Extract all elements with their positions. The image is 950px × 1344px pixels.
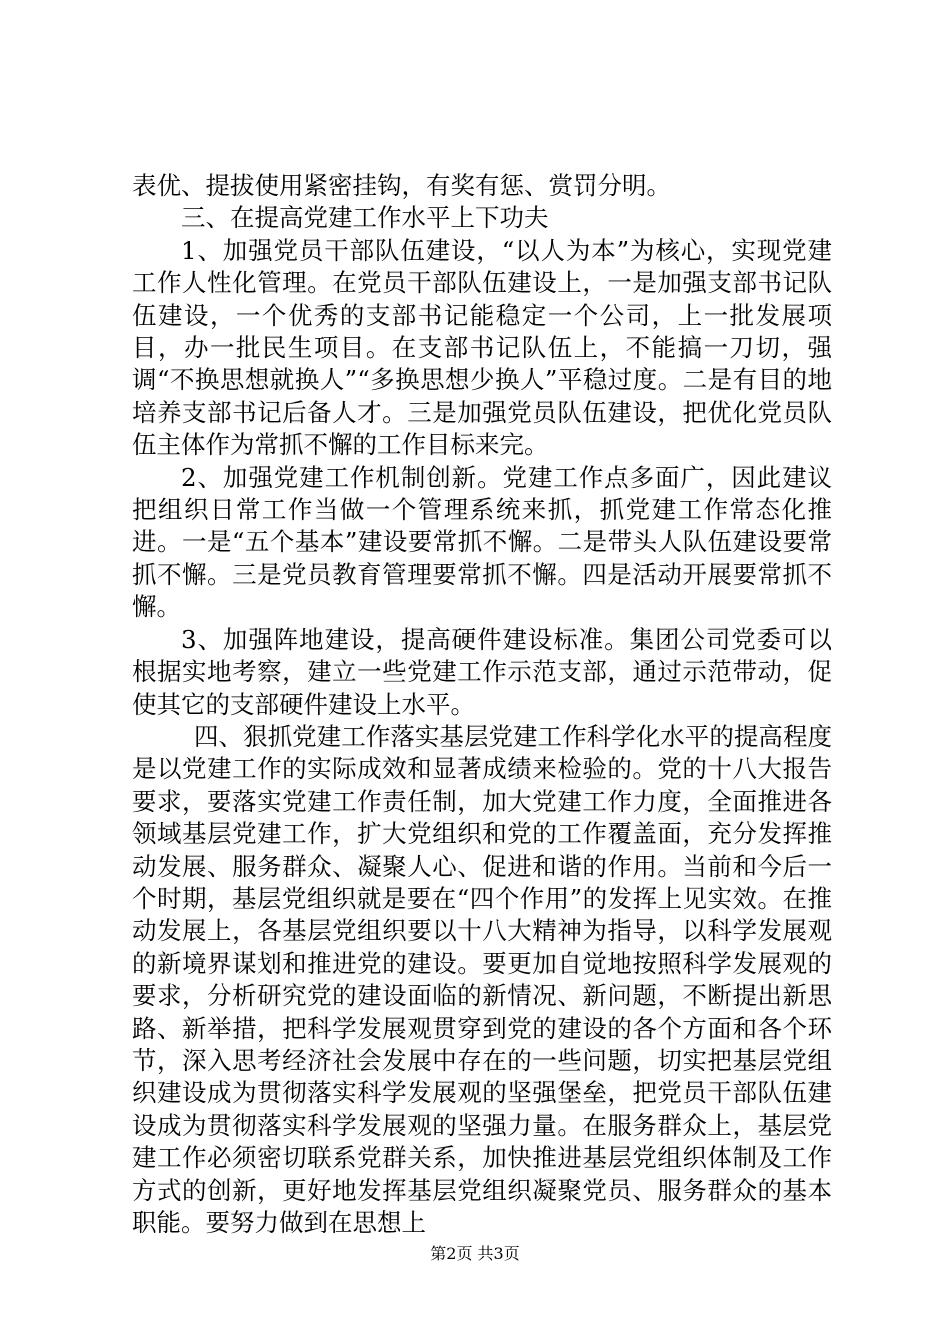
paragraph-item-3: 3、加强阵地建设，提高硬件建设标准。集团公司党委可以根据实地考察，建立一些党建工作示范支部，通过示范带动，促使其它的支部硬件建设上水平。 — [132, 624, 832, 719]
page-number: 第2页 共3页 — [430, 1244, 520, 1263]
paragraph-item-2: 2、加强党建工作机制创新。党建工作点多面广，因此建议把组织日常工作当做一个管理系统来抓，抓党建工作常态化推进。一是“五个基本”建设要常抓不懈。二是带头人队伍建设要常抓不懈。三是党员教育管理要常抓不懈。四是活动开展要常抓不懈。 — [132, 462, 832, 622]
page-footer — [0, 1244, 950, 1264]
document-body — [132, 170, 832, 1239]
section-heading-three: 三、在提高党建工作水平上下功夫 — [181, 203, 549, 233]
section-four-paragraph: 四、狠抓党建工作落实基层党建工作科学化水平的提高程度是以党建工作的实际成效和显著成绩来检验的。党的十八大报告要求，要落实党建工作责任制，加大党建工作力度，全面推进各领域基层党建工作，扩大党组织和党的工作覆盖面，充分发挥推动发展、服务群众、凝聚人心、促进和谐的作用。当前和今后一个时期，基层党组织就是要在“四个作用”的发挥上见实效。在推动发展上，各基层党组织要以十八大精神为指导，以科学发展观的新境界谋划和推进党的建设。要更加自觉地按照科学发展观的要求，分析研究党的建设面临的新情况、新问题，不断提出新思路、新举措，把科学发展观贯穿到党的建设的各个方面和各个环节，深入思考经济社会发展中存在的一些问题，切实把基层党组织建设成为贯彻落实科学发展观的坚强堡垒，把党员干部队伍建设成为贯彻落实科学发展观的坚强力量。在服务群众上，基层党建工作必须密切联系党群关系，加快推进基层党组织体制及工作方式的创新，更好地发挥基层党组织凝聚党员、服务群众的基本职能。要努力做到在思想上 — [132, 721, 832, 1237]
paragraph-item-1: 1、加强党员干部队伍建设，“以人为本”为核心，实现党建工作人性化管理。在党员干部队伍建设上，一是加强支部书记队伍建设，一个优秀的支部书记能稳定一个公司，上一批发展项目，办一批民生项目。在支部书记队伍上，不能搞一刀切，强调“不换思想就换人”“多换思想少换人”平稳过度。二是有目的地培养支部书记后备人才。三是加强党员队伍建设，把优化党员队伍主体作为常抓不懈的工作目标来完。 — [132, 235, 832, 460]
paragraph-continuation: 表优、提拔使用紧密挂钩，有奖有惩、赏罚分明。 — [132, 171, 671, 200]
